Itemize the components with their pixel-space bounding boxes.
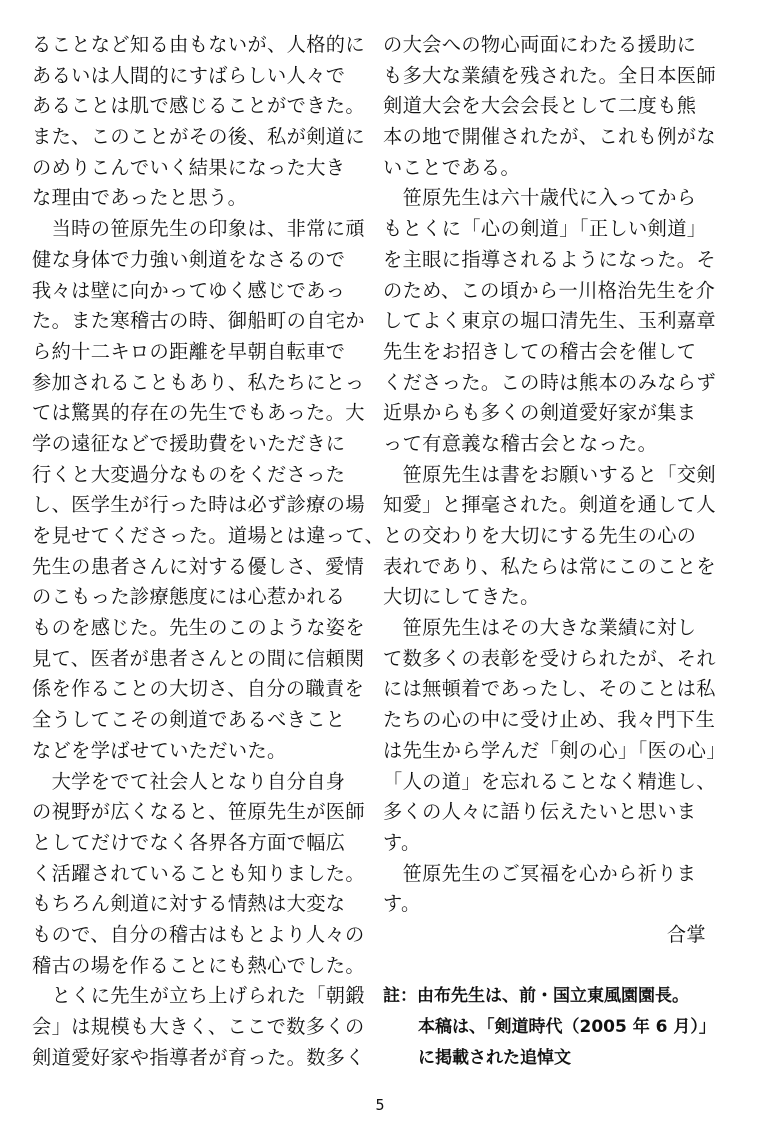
text-line: 大学をでて社会人となり自分自身 (32, 769, 346, 793)
text-line: な理由であったと思う。 (32, 186, 248, 210)
text-line: 笹原先生はその大きな業績に対し (383, 616, 697, 640)
text-line: ら約十二キロの距離を早朝自転車で (32, 339, 346, 363)
left-column (32, 30, 385, 1073)
footnote-line: に掲載された追悼文 (418, 1047, 571, 1068)
text-line: 健な身体で力強い剣道をなさるので (32, 247, 346, 271)
text-line: を見せてくださった。道場とは違って、 (32, 524, 385, 547)
text-line: の視野が広くなると、笹原先生が医師 (32, 800, 365, 824)
text-line: 多くの人々に語り伝えたいと思いま (383, 800, 697, 824)
text-line: 笹原先生のご冥福を心から祈りま (383, 861, 697, 885)
text-line: 剣道大会を大会会長として二度も熊 (383, 94, 697, 118)
right-column (383, 30, 726, 1074)
text-line: ては驚異的存在の先生でもあった。大 (32, 401, 365, 425)
closing-signoff: 合掌 (666, 922, 706, 946)
text-line: た。また寒稽古の時、御船町の自宅か (32, 309, 365, 333)
text-line: す。 (383, 830, 421, 854)
text-line: て数多くの表彰を受けられたが、それ (383, 646, 716, 670)
text-line: 近県からも多くの剣道愛好家が集ま (383, 401, 697, 425)
text-line: のため、この頃から一川格治先生を介 (383, 278, 716, 302)
text-line: 当時の笹原先生の印象は、非常に頑 (32, 217, 365, 241)
footnote-line: 註：由布先生は、前・国立東風園園長。 (383, 985, 689, 1006)
text-line: し、医学生が行った時は必ず診療の場 (32, 493, 365, 517)
text-line: たちの心の中に受け止め、我々門下生 (383, 708, 716, 732)
text-line: 本の地で開催されたが、これも例がな (383, 125, 716, 149)
text-line: 大切にしてきた。 (383, 585, 540, 609)
text-line: との交わりを大切にする先生の心の (383, 524, 697, 547)
text-line: 笹原先生は書をお願いすると「交剣 (383, 462, 716, 486)
footnote (383, 981, 716, 1074)
text-line: 笹原先生は六十歳代に入ってから (383, 186, 697, 210)
text-line: も多大な業績を残された。全日本医師 (383, 63, 716, 87)
text-line: には無頓着であったし、そのことは私 (383, 677, 716, 701)
text-line: 知愛」と揮毫された。剣道を通して人 (383, 493, 716, 517)
text-line: また、このことがその後、私が剣道に (32, 125, 365, 149)
text-line: って有意義な稽古会となった。 (383, 431, 658, 455)
text-line: いことである。 (383, 155, 521, 179)
text-line: く活躍されていることも知りました。 (32, 861, 365, 885)
text-line: の大会への物心両面にわたる援助に (383, 33, 697, 56)
text-line: あることは肌で感じることができた。 (32, 94, 365, 118)
text-line: 参加されることもあり、私たちにとっ (32, 370, 365, 394)
text-line: 「人の道」を忘れることなく精進し、 (383, 769, 716, 793)
text-line: としてだけでなく各界各方面で幅広 (32, 830, 346, 854)
text-line: もので、自分の稽古はもとより人々の (32, 922, 365, 946)
text-line: 表れであり、私たらは常にこのことを (383, 554, 716, 578)
spacer (383, 951, 708, 981)
text-line: ものを感じた。先生のこのような姿を (32, 616, 365, 640)
text-line: 我々は壁に向かってゆく感じであっ (32, 278, 346, 302)
text-line: 全うしてこその剣道であるべきこと (32, 708, 346, 732)
text-line: あるいは人間的にすばらしい人々で (32, 63, 346, 87)
text-line: もちろん剣道に対する情熱は大変な (32, 892, 346, 916)
text-line: 行くと大変過分なものをくださった (32, 462, 346, 486)
text-line: とくに先生が立ち上げられた「朝鍛 (32, 984, 365, 1008)
text-line: 先生の患者さんに対する優しさ、愛情 (32, 554, 365, 578)
text-line: のこもった診療態度には心惹かれる (32, 585, 346, 609)
text-line: は先生から学んだ「剣の心」「医の心」 (383, 738, 726, 762)
text-line: してよく東京の堀口清先生、玉利嘉章 (383, 309, 716, 333)
text-line: などを学ばせていただいた。 (32, 738, 287, 762)
text-line: す。 (383, 892, 421, 916)
page-number: 5 (375, 1096, 385, 1114)
text-line: くださった。この時は熊本のみならず (383, 370, 716, 394)
text-line: 会」は規模も大きく、ここで数多くの (32, 1015, 365, 1038)
text-line: 剣道愛好家や指導者が育った。数多く (32, 1045, 365, 1069)
text-line: を主眼に指導されるようになった。そ (383, 247, 716, 271)
text-line: 稽古の場を作ることにも熱心でした。 (32, 953, 365, 977)
text-line: もとくに「心の剣道」「正しい剣道」 (383, 217, 707, 241)
text-line: のめりこんでいく結果になった大き (32, 155, 346, 179)
text-line: 係を作ることの大切さ、自分の職責を (32, 677, 365, 701)
text-line: 学の遠征などで援助費をいただきに (32, 431, 346, 455)
footnote-line: 本稿は、「剣道時代（2005 年 6 月）」 (418, 1016, 716, 1037)
text-line: 先生をお招きしての稽古会を催して (383, 339, 697, 363)
text-line: ることなど知る由もないが、人格的に (32, 33, 365, 56)
text-line: 見て、医者が患者さんとの間に信頼関 (32, 646, 365, 670)
